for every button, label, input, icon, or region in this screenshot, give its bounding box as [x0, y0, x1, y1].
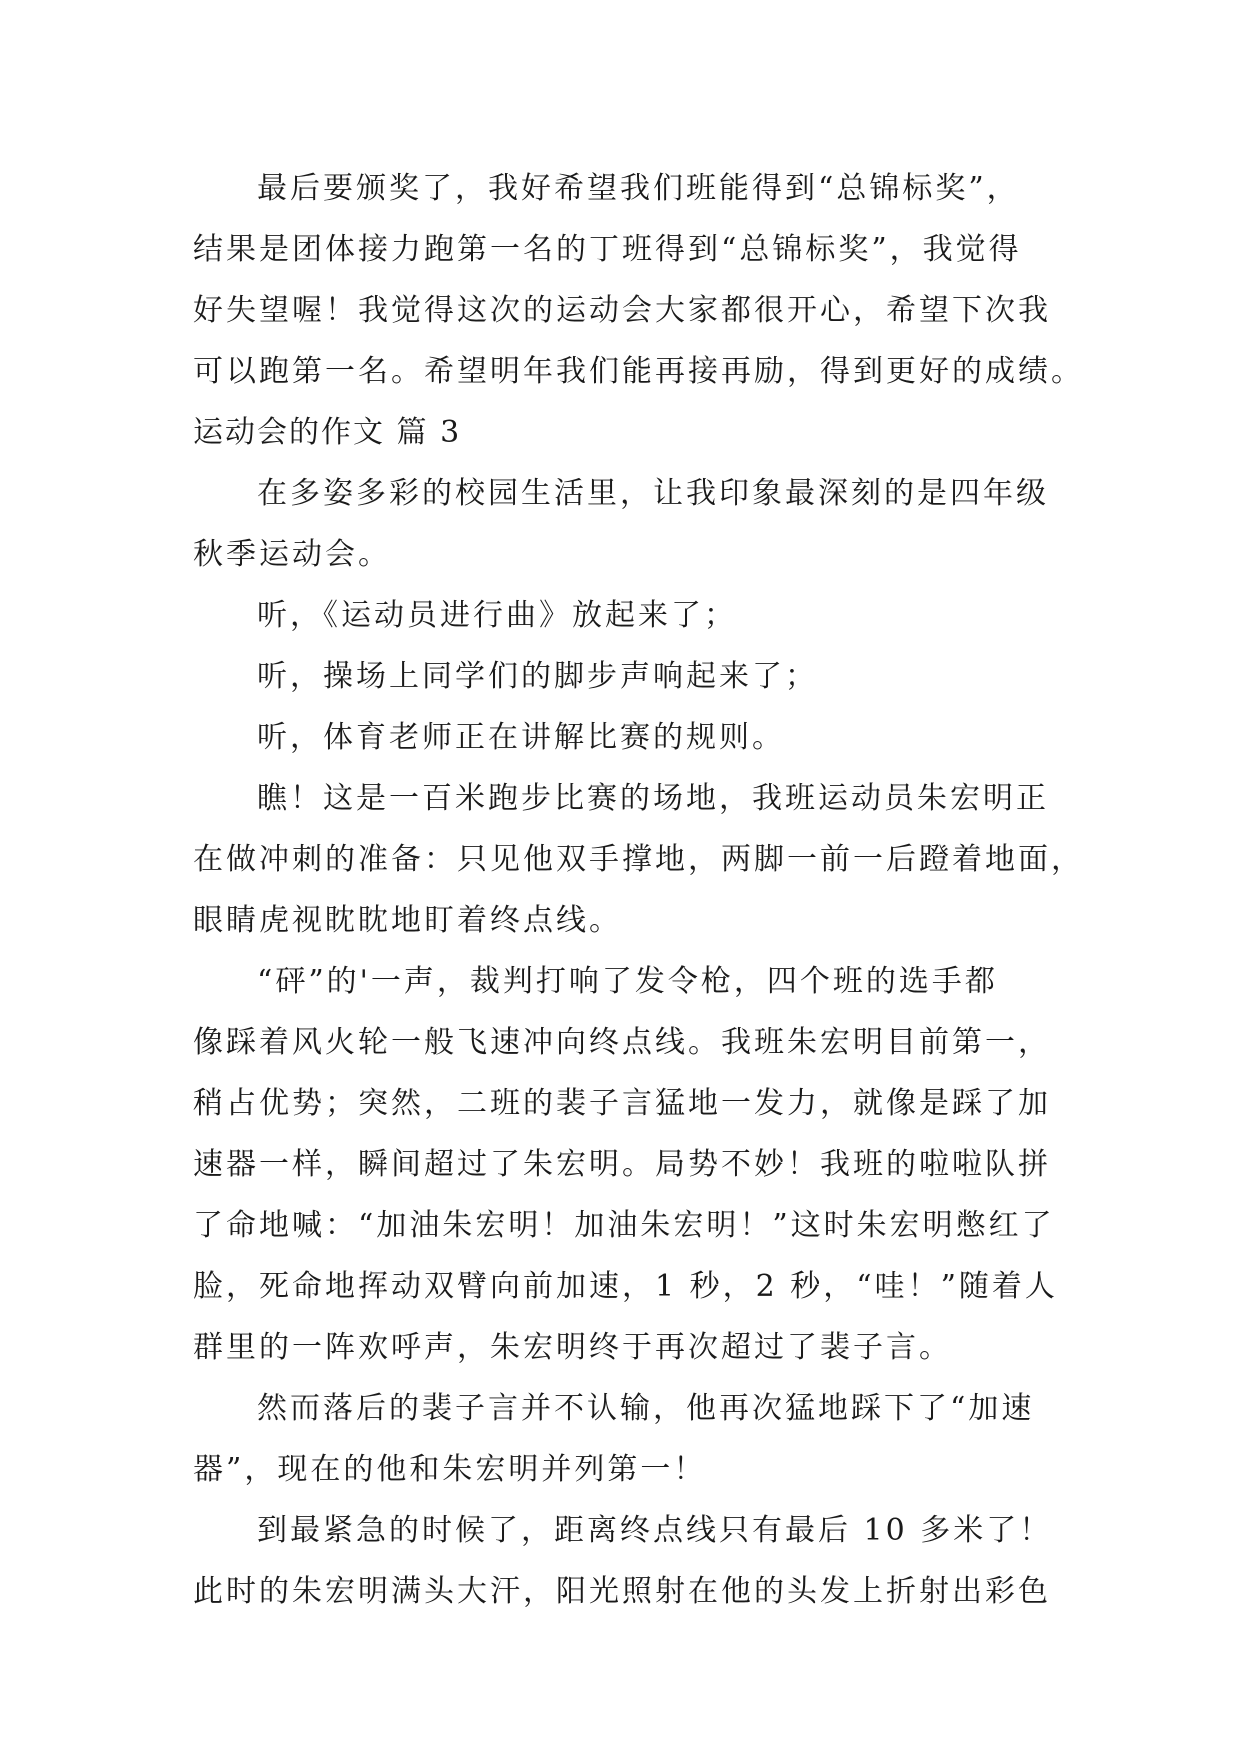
text-line: 了命地喊：“加油朱宏明！加油朱宏明！”这时朱宏明憋红了	[193, 1208, 1055, 1243]
text-line: 可以跑第一名。希望明年我们能再接再励，得到更好的成绩。	[193, 354, 1084, 389]
text-line: 到最紧急的时候了，距离终点线只有最后 10 多米了！	[257, 1513, 1053, 1548]
text-line: 听，《运动员进行曲》放起来了；	[257, 598, 737, 633]
text-line: 听，体育老师正在讲解比赛的规则。	[257, 720, 785, 755]
text-line: “砰”的'一声，裁判打响了发令枪，四个班的选手都	[257, 964, 998, 999]
text-line: 在多姿多彩的校园生活里，让我印象最深刻的是四年级	[257, 476, 1049, 511]
text-line: 最后要颁奖了，我好希望我们班能得到“总锦标奖”，	[257, 171, 1020, 206]
text-line: 瞧！这是一百米跑步比赛的场地，我班运动员朱宏明正	[257, 781, 1049, 816]
text-line: 器”，现在的他和朱宏明并列第一！	[193, 1452, 707, 1487]
text-line: 在做冲刺的准备：只见他双手撑地，两脚一前一后蹬着地面，	[193, 842, 1084, 877]
section-heading: 运动会的作文 篇 3	[193, 415, 462, 450]
text-line: 结果是团体接力跑第一名的丁班得到“总锦标奖”，我觉得	[193, 232, 1022, 267]
text-line: 速器一样，瞬间超过了朱宏明。局势不妙！我班的啦啦队拼	[193, 1147, 1051, 1182]
text-line: 像踩着风火轮一般飞速冲向终点线。我班朱宏明目前第一，	[193, 1025, 1051, 1060]
text-line: 听，操场上同学们的脚步声响起来了；	[257, 659, 818, 694]
text-line: 好失望喔！我觉得这次的运动会大家都很开心，希望下次我	[193, 293, 1051, 328]
text-line: 脸，死命地挥动双臂向前加速，1 秒，2 秒，“哇！”随着人	[193, 1269, 1058, 1304]
article-body	[193, 158, 1084, 1622]
text-line: 秋季运动会。	[193, 537, 391, 572]
text-line: 然而落后的裴子言并不认输，他再次猛地踩下了“加速	[257, 1391, 1035, 1426]
text-line: 此时的朱宏明满头大汗，阳光照射在他的头发上折射出彩色	[193, 1574, 1051, 1609]
text-line: 眼睛虎视眈眈地盯着终点线。	[193, 903, 622, 938]
text-line: 群里的一阵欢呼声，朱宏明终于再次超过了裴子言。	[193, 1330, 952, 1365]
text-line: 稍占优势；突然，二班的裴子言猛地一发力，就像是踩了加	[193, 1086, 1051, 1121]
